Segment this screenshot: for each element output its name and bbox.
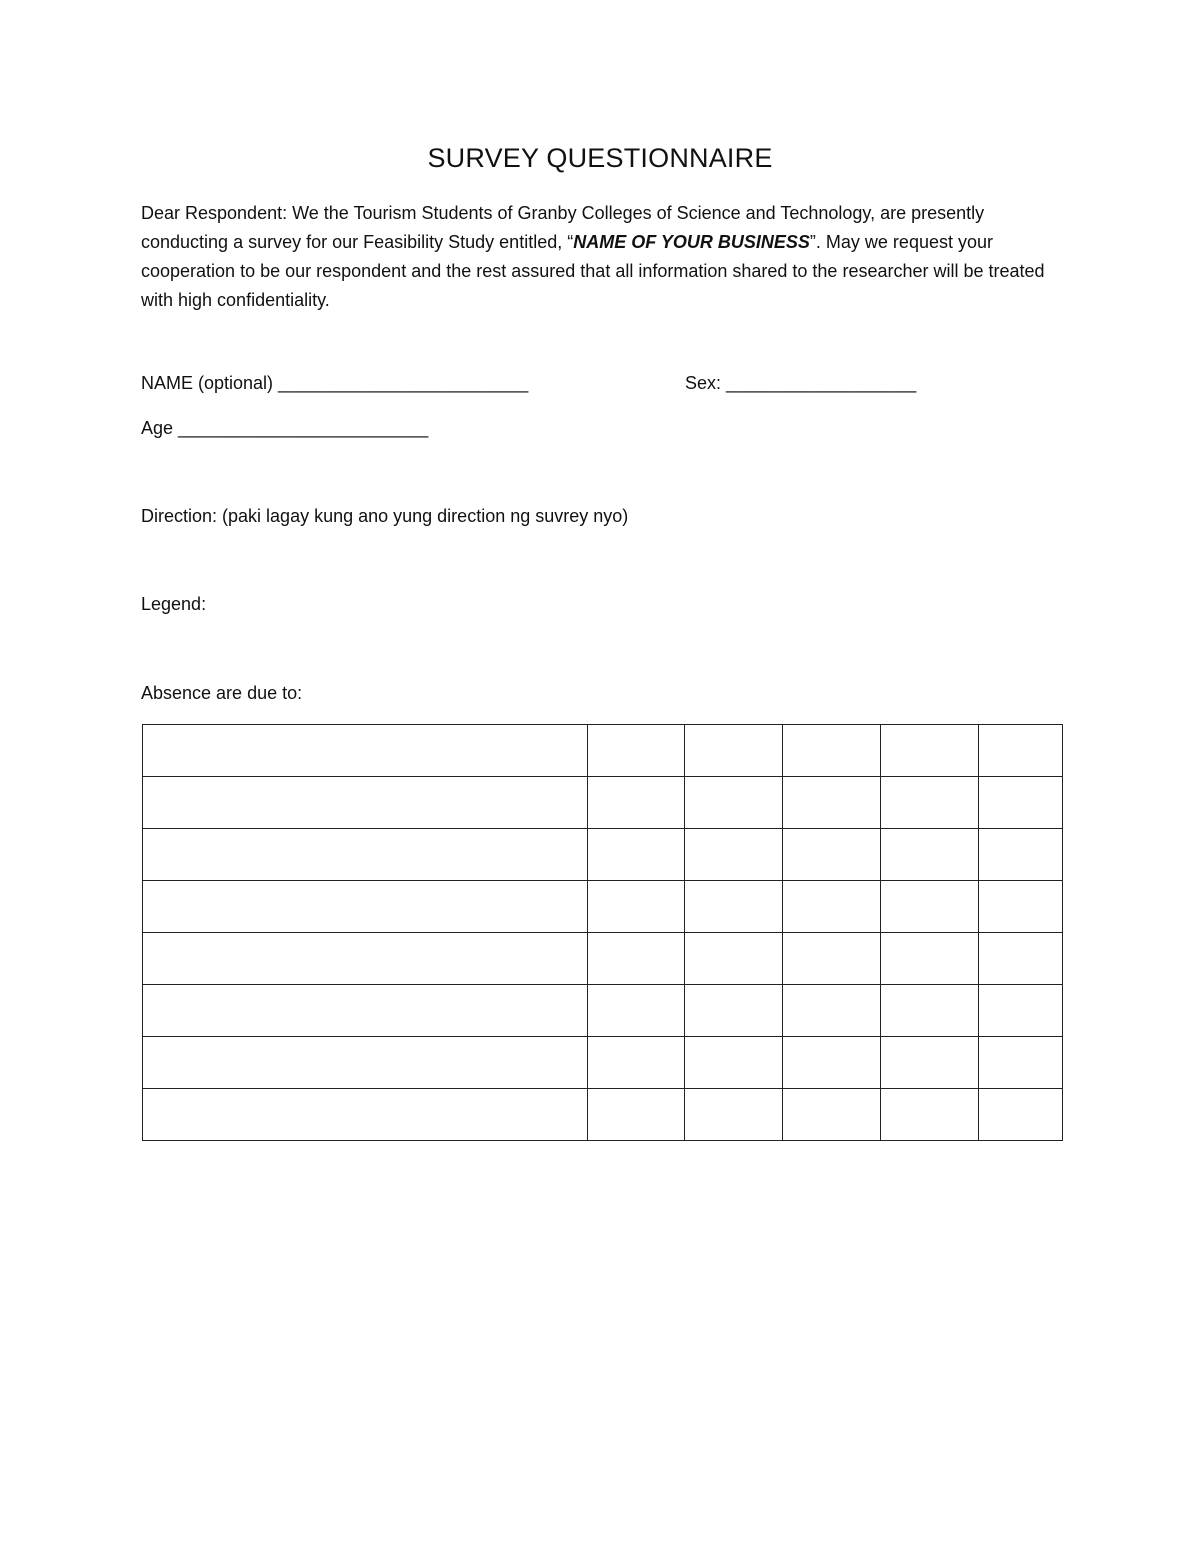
survey-table: [142, 724, 1063, 1141]
table-rating-cell: [783, 1089, 881, 1141]
table-rating-cell: [685, 777, 783, 829]
table-item-cell: [143, 1089, 588, 1141]
table-rating-cell: [881, 1037, 979, 1089]
table-rating-cell: [881, 985, 979, 1037]
table-row: [143, 829, 1063, 881]
table-rating-cell: [881, 725, 979, 777]
table-rating-cell: [588, 1037, 685, 1089]
table-rating-cell: [685, 725, 783, 777]
business-name-placeholder: NAME OF YOUR BUSINESS: [573, 232, 810, 252]
table-rating-cell: [588, 777, 685, 829]
table-rating-cell: [588, 985, 685, 1037]
table-rating-cell: [588, 829, 685, 881]
table-row: [143, 985, 1063, 1037]
legend-label: Legend:: [141, 594, 207, 614]
table-rating-cell: [881, 881, 979, 933]
table-rating-cell: [783, 881, 881, 933]
table-rating-cell: [783, 829, 881, 881]
table-rating-cell: [979, 777, 1063, 829]
table-rating-cell: [979, 829, 1063, 881]
table-rating-cell: [588, 881, 685, 933]
table-item-cell: [143, 829, 588, 881]
intro-text-start: Dear Respondent: We the Tourism Students of Granby Colleges of Science and Technology, are presently conducting a survey for our Feasibility Study entitled, “: [141, 203, 985, 252]
table-rating-cell: [783, 1037, 881, 1089]
table-rating-cell: [588, 1089, 685, 1141]
absence-heading: Absence are due to:: [141, 683, 303, 703]
table-rating-cell: [979, 985, 1063, 1037]
table-item-cell: [143, 725, 588, 777]
table-rating-cell: [685, 881, 783, 933]
table-item-cell: [143, 1037, 588, 1089]
table-rating-cell: [685, 829, 783, 881]
table-rating-cell: [881, 777, 979, 829]
table-rating-cell: [588, 933, 685, 985]
table-item-cell: [143, 985, 588, 1037]
survey-table-body: [143, 725, 1063, 1141]
table-item-cell: [143, 777, 588, 829]
intro-text-end: ”. May we request your cooperation to be our respondent and the rest assured that all information shared to the researcher will be treated with high confidentiality.: [141, 232, 1045, 310]
table-row: [143, 1037, 1063, 1089]
table-rating-cell: [979, 1037, 1063, 1089]
table-row: [143, 881, 1063, 933]
table-rating-cell: [588, 725, 685, 777]
intro-paragraph: [141, 199, 1071, 315]
table-rating-cell: [979, 725, 1063, 777]
direction-text: Direction: (paki lagay kung ano yung direction ng suvrey nyo): [141, 506, 629, 526]
table-rating-cell: [881, 1089, 979, 1141]
table-row: [143, 777, 1063, 829]
table-rating-cell: [685, 1037, 783, 1089]
table-row: [143, 933, 1063, 985]
table-rating-cell: [979, 933, 1063, 985]
table-rating-cell: [783, 985, 881, 1037]
table-row: [143, 725, 1063, 777]
table-row: [143, 1089, 1063, 1141]
table-rating-cell: [685, 1089, 783, 1141]
sex-field-label: Sex: ___________________: [685, 373, 917, 393]
table-item-cell: [143, 881, 588, 933]
name-field-label: NAME (optional) _________________________: [141, 373, 529, 393]
table-rating-cell: [783, 725, 881, 777]
table-rating-cell: [881, 933, 979, 985]
table-rating-cell: [979, 881, 1063, 933]
table-rating-cell: [783, 777, 881, 829]
table-rating-cell: [881, 829, 979, 881]
table-rating-cell: [685, 933, 783, 985]
page-title: SURVEY QUESTIONNAIRE: [427, 143, 773, 173]
age-field-label: Age _________________________: [141, 418, 429, 438]
table-item-cell: [143, 933, 588, 985]
table-rating-cell: [979, 1089, 1063, 1141]
table-rating-cell: [783, 933, 881, 985]
table-rating-cell: [685, 985, 783, 1037]
